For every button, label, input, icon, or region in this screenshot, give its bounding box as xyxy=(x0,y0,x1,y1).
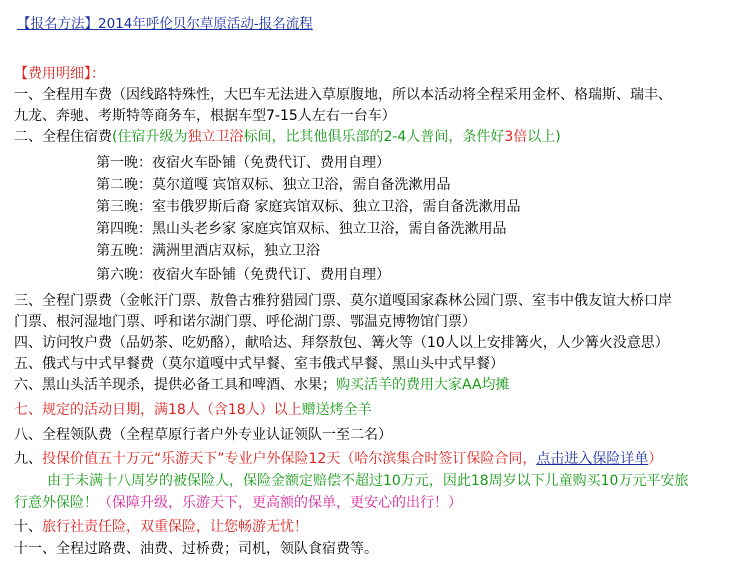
upgrade-highlight-times: 3倍 xyxy=(504,129,528,145)
item-insurance xyxy=(14,449,662,469)
night-4: 第四晚：黑山头老乡家 家庭宾馆双标、独立卫浴，需自备洗漱用品 xyxy=(96,221,507,237)
night-3: 第三晚：室韦俄罗斯后裔 家庭宾馆双标、独立卫浴，需自备洗漱用品 xyxy=(96,199,521,215)
fee-heading: 【费用明细】： xyxy=(14,66,105,82)
item-tickets-line1: 三、全程门票费（金帐汗门票、敖鲁古雅狩猎园门票、莫尔道嘎国家森林公园门票、室韦中俄友谊大桥口岸 xyxy=(14,293,672,309)
item-liability-number: 十、 xyxy=(14,519,42,535)
item-accommodation xyxy=(14,127,561,147)
upgrade-note-part3: 以上) xyxy=(527,129,561,145)
item-roast-lamb-condition: 七、规定的活动日期，满18人（含18人）以上 xyxy=(14,402,302,418)
night-5: 第五晚：满洲里酒店双标，独立卫浴 xyxy=(96,243,320,259)
insurance-minor-note: 由于未满十八周岁的被保险人，保险金额定赔偿不超过10万元，因此18周岁以下儿童购买10万元平安旅 xyxy=(47,473,689,489)
item-tolls: 十一、全程过路费、油费、过桥费；司机，领队食宿费等。 xyxy=(14,541,378,557)
insurance-minor-note-end: 行意外保险！ xyxy=(14,495,98,511)
item-liability-text: 旅行社责任险，双重保险，让您畅游无忧！ xyxy=(42,519,308,535)
item-roast-lamb-gift: 赠送烤全羊 xyxy=(301,402,372,418)
insurance-note-line2 xyxy=(14,493,462,513)
insurance-details-link[interactable]: 点击进入保险详单 xyxy=(536,451,649,467)
item-breakfast: 五、俄式与中式早餐费（莫尔道嘎中式早餐、室韦俄式早餐、黑山头中式早餐） xyxy=(14,356,504,372)
item-roast-lamb xyxy=(14,400,372,420)
signup-process-link[interactable]: 【报名方法】2014年呼伦贝尔草原活动-报名流程 xyxy=(17,16,313,32)
night-6: 第六晚：夜宿火车卧铺（免费代订、费用自理） xyxy=(96,267,390,283)
upgrade-note-part2: 标间，比其他俱乐部的2-4人普间，条件好 xyxy=(243,129,505,145)
night-2: 第二晚：莫尔道嘎 宾馆双标、独立卫浴，需自备洗漱用品 xyxy=(96,177,451,193)
item-transport-line1: 一、全程用车费（因线路特殊性，大巴车无法进入草原腹地，所以本活动将全程采用金杯、格瑞斯、瑞丰、 xyxy=(14,87,672,103)
item-transport-line2: 九龙、奔驰、考斯特等商务车，根据车型7-15人左右一台车） xyxy=(14,108,396,124)
item-lamb-cost-note: 购买活羊的费用大家AA均摊 xyxy=(336,377,510,393)
item-leader-fee: 八、全程领队费（全程草原行者户外专业认证领队一至二名） xyxy=(14,427,392,443)
upgrade-note-part1: (住宿升级为 xyxy=(112,129,188,145)
item-insurance-close: ） xyxy=(648,451,663,467)
item-herder-visit: 四、访问牧户费（品奶茶、吃奶酪），献哈达、拜祭敖包、篝火等（10人以上安排篝火，人少篝火没意思） xyxy=(14,335,669,351)
night-1: 第一晚：夜宿火车卧铺（免费代订、费用自理） xyxy=(96,155,390,171)
item-liability-insurance xyxy=(14,517,308,537)
item-accommodation-label: 二、全程住宿费 xyxy=(14,129,112,145)
upgrade-highlight-bath: 独立卫浴 xyxy=(187,129,244,145)
item-lamb xyxy=(14,375,510,395)
insurance-upgrade-slogan: （保障升级，乐游天下，更高额的保单，更安心的出行！） xyxy=(98,495,462,511)
item-lamb-text: 六、黑山头活羊现杀，提供必备工具和啤酒、水果； xyxy=(14,377,336,393)
item-insurance-number: 九、 xyxy=(14,451,42,467)
item-tickets-line2: 门票、根河湿地门票、呼和诺尔湖门票、呼伦湖门票、鄂温克博物馆门票） xyxy=(14,314,476,330)
item-insurance-text: 投保价值五十万元“乐游天下”专业户外保险12天（哈尔滨集合时签订保险合同， xyxy=(42,451,537,467)
